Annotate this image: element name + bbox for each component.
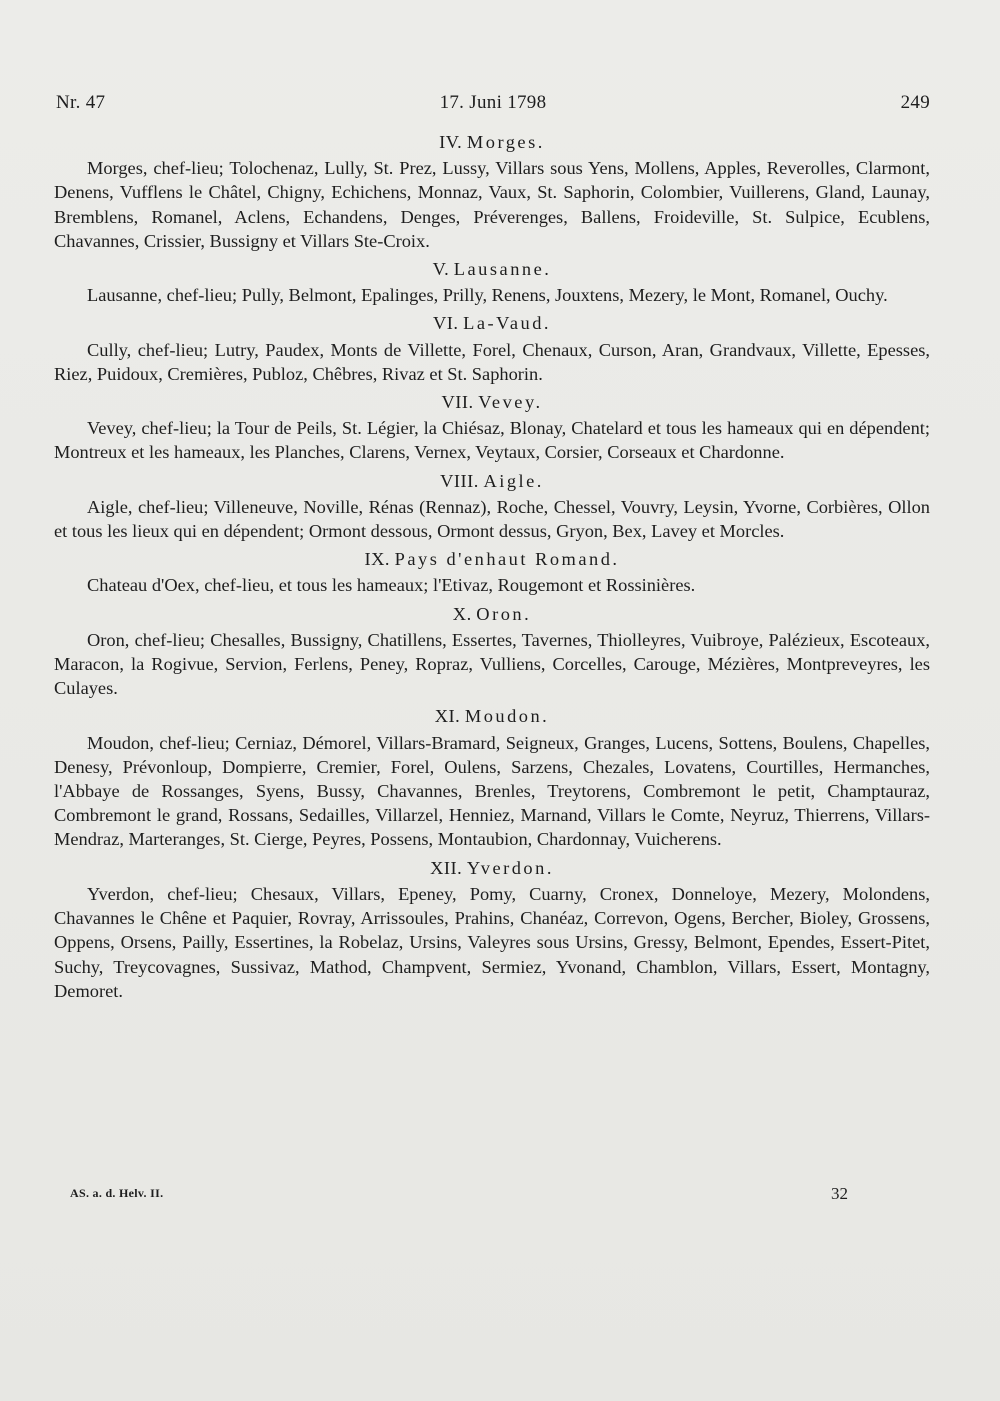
sheet-number: 32 bbox=[831, 1184, 848, 1203]
page-header bbox=[56, 92, 930, 118]
source-reference: AS. a. d. Helv. II. bbox=[70, 1186, 164, 1200]
district-section-pays-d-enhaut bbox=[54, 547, 930, 597]
district-paragraph: Chateau d'Oex, chef-lieu, et tous les hameaux; l'Etivaz, Rougemont et Rossinières. bbox=[87, 575, 696, 596]
district-paragraph: Morges, chef-lieu; Tolochenaz, Lully, St. Prez, Lussy, Villars sous Yens, Mollens, Apples, Reverolles, Clarmont, Denens, Vufflens le Châtel, Chigny, Echichens, Monnaz, Vaux, St. Saphorin, Colombier, Vuillerens, Gland, Launay, Bremblens, Romanel, Aclens, Echandens, Denges, Préverenges, Ballens, Froideville, St. Sulpice, Ecublens, Chavannes, Crissier, Bussigny et Villars Ste-Croix. bbox=[54, 158, 930, 251]
district-heading: X. Oron. bbox=[452, 603, 532, 624]
district-section-vevey bbox=[54, 390, 930, 465]
district-paragraph: Vevey, chef-lieu; la Tour de Peils, St. Légier, la Chiésaz, Blonay, Chatelard et tous les hameaux qui en dépendent; Montreux et les hameaux, les Planches, Clarens, Vernex, Veytaux, Corsier, Corseaux et Chardonne. bbox=[54, 418, 930, 463]
district-paragraph: Cully, chef-lieu; Lutry, Paudex, Monts de Villette, Forel, Chenaux, Curson, Aran, Grandvaux, Villette, Epesses, Riez, Puidoux, Cremières, Publoz, Chêbres, Rivaz et St. Saphorin. bbox=[54, 339, 930, 384]
district-heading: VI. La-Vaud. bbox=[432, 313, 552, 334]
district-paragraph: Oron, chef-lieu; Chesalles, Bussigny, Chatillens, Essertes, Tavernes, Thiolleyres, Vuibroye, Palézieux, Escoteaux, Maracon, la Rogivue, Servion, Ferlens, Peney, Ropraz, Vulliens, Corcelles, Carouge, Mézières, Montpreveyres, les Culayes. bbox=[54, 629, 930, 699]
district-section-moudon bbox=[54, 704, 930, 851]
district-section-la-vaud bbox=[54, 311, 930, 386]
district-heading: XII. Yverdon. bbox=[430, 857, 554, 878]
district-paragraph: Moudon, chef-lieu; Cerniaz, Démorel, Villars-Bramard, Seigneux, Granges, Lucens, Sottens, Boulens, Chapelles, Denesy, Prévonloup, Dompierre, Cremier, Forel, Oulens, Sarzens, Chezales, Lovatens, Courtilles, Hermanches, l'Abbaye de Rossanges, Syens, Bussy, Chavannes, Brenles, Treytorens, Combremont le petit, Champtauraz, Combremont le grand, Rossans, Sedailles, Villarzel, Henniez, Marnand, Villars le Comte, Neyruz, Thierrens, Villars-Mendraz, Marteranges, St. Cierge, Peyres, Possens, Montaubion, Chardonnay, Vuicherens. bbox=[54, 732, 930, 850]
district-section-morges bbox=[54, 130, 930, 253]
district-heading: V. Lausanne. bbox=[432, 259, 552, 280]
district-paragraph: Lausanne, chef-lieu; Pully, Belmont, Epalinges, Prilly, Renens, Jouxtens, Mezery, le Mont, Romanel, Ouchy. bbox=[87, 285, 888, 306]
district-heading: IX. Pays d'enhaut Romand. bbox=[364, 549, 620, 570]
page-number: 249 bbox=[900, 92, 930, 113]
district-heading: IV. Morges. bbox=[439, 132, 545, 152]
district-paragraph: Yverdon, chef-lieu; Chesaux, Villars, Epeney, Pomy, Cuarny, Cronex, Donneloye, Mezery, Molondens, Chavannes le Chêne et Paquier, Rovray, Arrissoules, Prahins, Chanéaz, Correvon, Ogens, Bercher, Bioley, Grossens, Oppens, Orsens, Pailly, Essertines, la Robelaz, Ursins, Valeyres sous Ursins, Gressy, Belmont, Ependes, Essert-Pitet, Suchy, Treycovagnes, Sussivaz, Mathod, Champvent, Sermiez, Yvonand, Chamblon, Villars, Essert, Montagny, Demoret. bbox=[54, 883, 930, 1001]
page-body bbox=[54, 126, 930, 1003]
district-heading: VII. Vevey. bbox=[441, 392, 543, 413]
district-paragraph: Aigle, chef-lieu; Villeneuve, Noville, Rénas (Rennaz), Roche, Chessel, Vouvry, Leysin, Yvorne, Corbières, Ollon et tous les lieux qui en dépendent; Ormont dessous, Ormont dessus, Gryon, Bex, Lavey et Morcles. bbox=[54, 496, 930, 542]
district-section-oron bbox=[54, 602, 930, 701]
district-section-lausanne bbox=[54, 257, 930, 307]
document-number: Nr. 47 bbox=[56, 92, 106, 113]
district-heading: VIII. Aigle. bbox=[440, 470, 544, 491]
district-section-yverdon bbox=[54, 856, 930, 1003]
document-date: 17. Juni 1798 bbox=[439, 92, 547, 113]
page-footer bbox=[70, 1186, 848, 1208]
district-section-aigle bbox=[54, 469, 930, 544]
district-heading: XI. Moudon. bbox=[434, 706, 550, 727]
